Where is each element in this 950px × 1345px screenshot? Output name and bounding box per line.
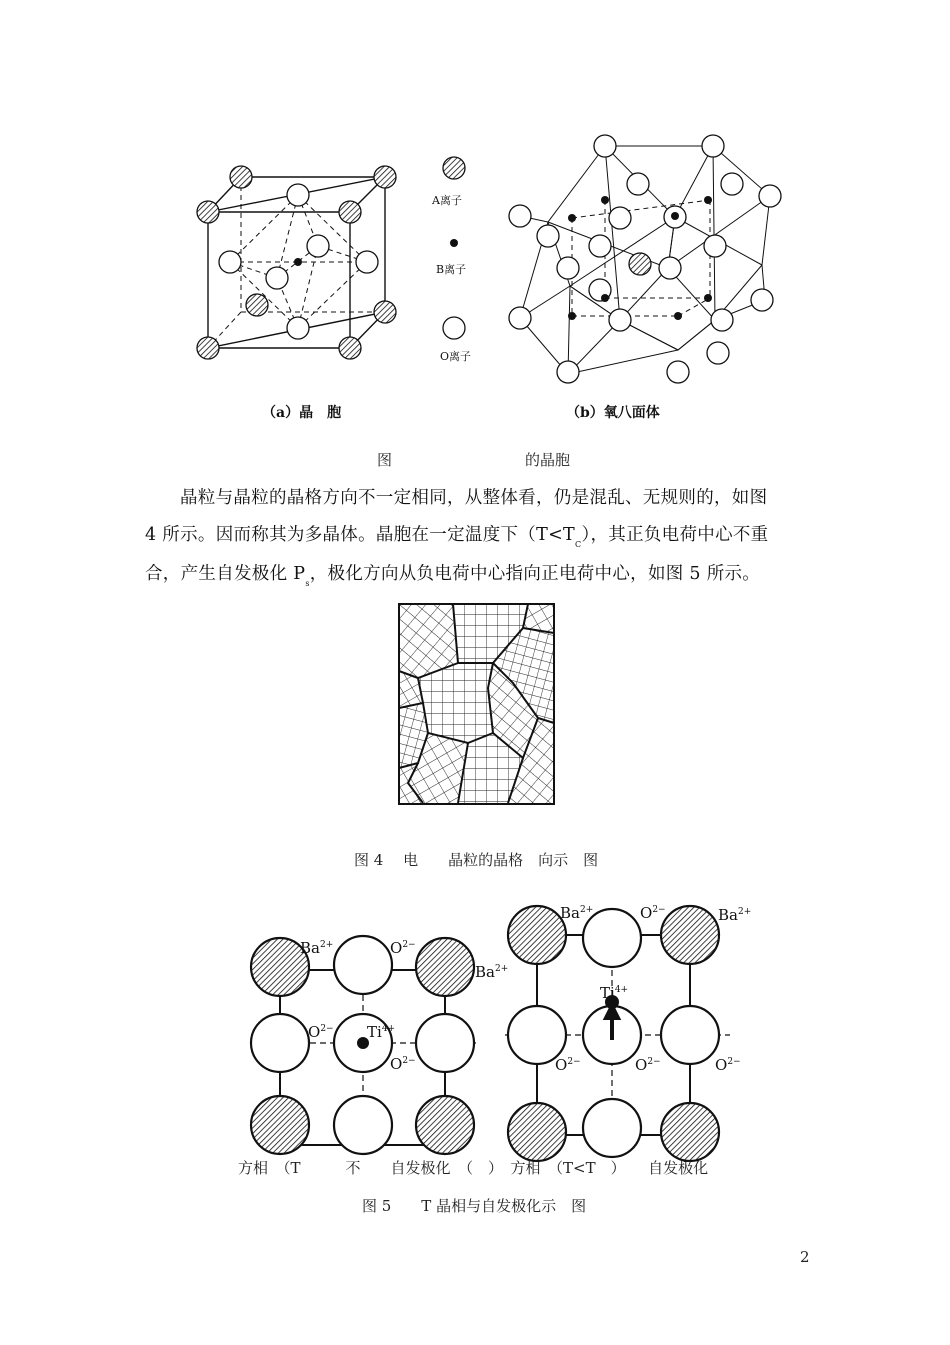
- svg-text:Ba2+: $Ba^{2+}$: [475, 963, 509, 981]
- paragraph-line-3: 合，产生自发极化 $P_s$，极化方向从负电荷中心指向正电荷中心，如图 5 所示。: [145, 564, 761, 588]
- panel-a-label: （a）晶 胞: [262, 405, 342, 421]
- ion-legend-icons: [436, 150, 476, 350]
- panel-b-label: （b）氧八面体: [566, 405, 660, 421]
- batio3-tetragonal-phase-diagram: [500, 880, 770, 1160]
- svg-text:Ba2+: $Ba^{2+}$: [560, 904, 594, 922]
- figure5-caption: 图 5 T 晶相与自发极化示 图: [362, 1197, 587, 1215]
- figure5-overlay-caption: 方相 （T 不 自发极化 （ ） 方相 （T<T ） 自发极化: [238, 1159, 709, 1177]
- paragraph-line-1: 晶粒与晶粒的晶格方向不一定相同，从整体看，仍是混乱、无规则的，如图: [180, 488, 768, 508]
- svg-text:Ba2+: $Ba^{2+}$: [300, 939, 334, 957]
- figure3-caption-right: 的晶胞: [525, 451, 571, 469]
- figure4-caption: 图 4 电 晶粒的晶格 向示 图: [354, 851, 599, 869]
- oxygen-octahedron-diagram: [500, 128, 785, 388]
- paragraph-line-2: 4 所示。因而称其为多晶体。晶胞在一定温度下$(T<T_C)$，其正负电荷中心不重: [145, 525, 769, 549]
- svg-text:O2−: $O^{2-}$: [640, 904, 666, 922]
- svg-text:O2−: $O^{2-}$: [390, 939, 416, 957]
- svg-text:Ti4+: $Ti^{4+}$: [600, 984, 629, 1002]
- legend-a-ion: A离子: [432, 194, 462, 207]
- batio3-cubic-phase-diagram: [240, 925, 509, 1175]
- a-ion-icon: [443, 157, 465, 179]
- page-number: 2: [800, 1248, 810, 1266]
- legend-b-ion: B离子: [436, 263, 467, 276]
- svg-text:O2−: $O^{2-}$: [308, 1023, 334, 1041]
- o-ion-icon: [443, 317, 465, 339]
- svg-text:Ba2+: $Ba^{2+}$: [718, 906, 752, 924]
- svg-text:Ti4+: $Ti^{4+}$: [367, 1023, 396, 1041]
- svg-text:O2−: $O^{2-}$: [715, 1056, 741, 1074]
- b-ion-icon: [450, 239, 458, 247]
- svg-text:O2−: $O^{2-}$: [635, 1056, 661, 1074]
- body-paragraph: [145, 480, 825, 595]
- svg-text:O2−: $O^{2-}$: [555, 1056, 581, 1074]
- svg-text:O2−: $O^{2-}$: [390, 1055, 416, 1073]
- unit-cell-diagram: [185, 150, 425, 380]
- legend-o-ion: O离子: [440, 350, 472, 363]
- figure3-caption-left: 图: [377, 451, 393, 469]
- polycrystal-grain-diagram: [398, 603, 558, 808]
